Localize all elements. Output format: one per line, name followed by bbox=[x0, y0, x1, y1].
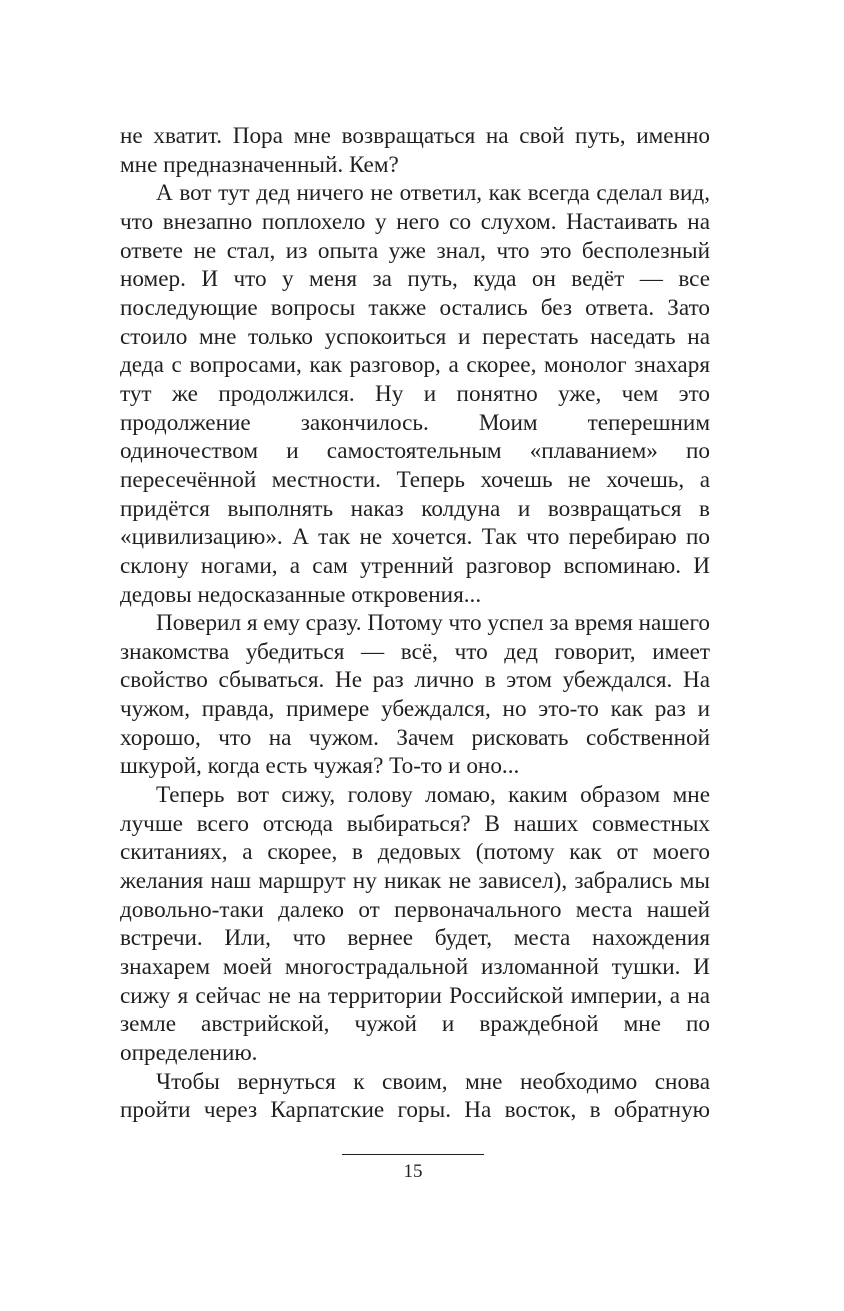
paragraph: А вот тут дед ничего не ответил, как всегда сделал вид, что внезапно поплохело у него со слухом. Настаивать на ответе не стал, из опыта уже знал, что это бесполезный номер. И что у меня за путь, куда он ведёт — все последующие вопросы также остались без ответа. Зато стоило мне только успокоиться и перестать наседать на деда с вопросами, как разговор, а скорее, монолог знахаря тут же продолжился. Ну и понятно уже, чем это продолжение закончилось. Моим теперешним одиночеством и самостоятельным «плаванием» по пересечённой местности. Теперь хочешь не хочешь, а придётся выполнять наказ колдуна и возвращаться в «цивилизацию». А так не хочется. Так что перебираю по склону ногами, а сам утренний разговор вспоминаю. И дедовы недосказанные откровения... bbox=[120, 180, 710, 608]
page-number: 15 bbox=[403, 1161, 423, 1182]
paragraph: Теперь вот сижу, голову ломаю, каким образом мне лучше всего отсюда выбираться? В наших совместных скитаниях, а скорее, в дедовых (потому как от моего желания наш маршрут ну никак не зависел), забрались мы довольно-таки далеко от первоначального места нашей встречи. Или, что вернее будет, места нахождения знахарем моей многострадальной изломанной тушки. И сижу я сейчас не на территории Российской империи, а на земле австрийской, чужой и враждебной мне по определению. bbox=[120, 782, 710, 1066]
paragraph: Поверил я ему сразу. Потому что успел за время нашего знакомства убедиться — всё, что дед говорит, имеет свойство сбываться. Не раз лично в этом убеждался. На чужом, правда, примере убеждался, но это-то как раз и хорошо, что на чужом. Зачем рисковать собственной шкурой, когда есть чужая? То-то и оно... bbox=[120, 610, 710, 780]
paragraph-continuation: не хватит. Пора мне возвращаться на свой путь, именно мне предназначенный. Кем? bbox=[120, 123, 710, 178]
paragraph: Чтобы вернуться к своим, мне необходимо снова пройти через Карпатские горы. На восток, в обратную bbox=[120, 1068, 710, 1124]
body-text bbox=[120, 122, 710, 1125]
footer-divider bbox=[342, 1154, 484, 1155]
